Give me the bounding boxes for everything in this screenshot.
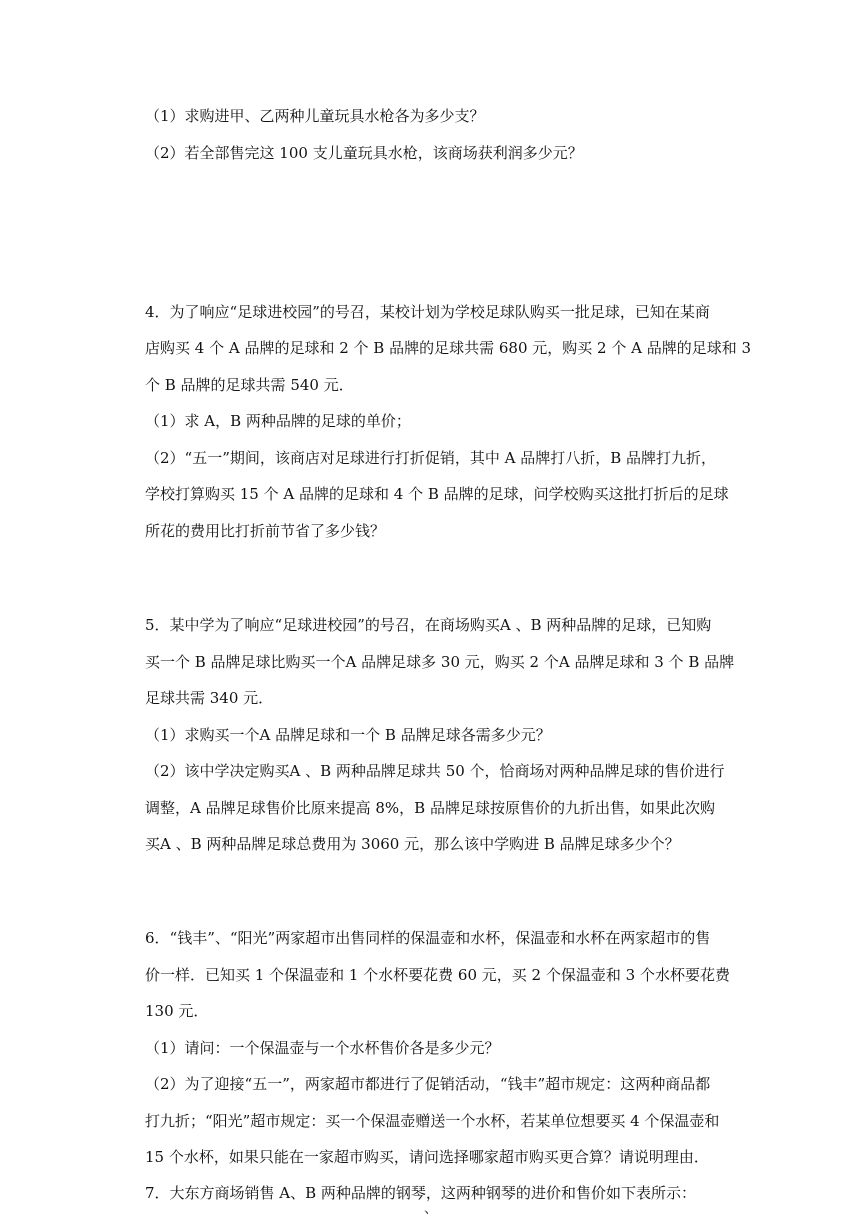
q6-line1: 6．“钱丰”、“阳光”两家超市出售同样的保温壶和水杯，保温壶和水杯在两家超市的售	[145, 929, 711, 947]
q4-part2-a: （2）“五一”期间，该商店对足球进行打折促销，其中 A 品牌打八折，B 品牌打九折，	[145, 449, 717, 467]
q6-part2-a: （2）为了迎接“五一”，两家超市都进行了促销活动，“钱丰”超市规定：这两种商品都	[145, 1075, 711, 1093]
q3-part1: （1）求购进甲、乙两种儿童玩具水枪各为多少支？	[145, 107, 485, 125]
q4-line2: 店购买 4 个 A 品牌的足球和 2 个 B 品牌的足球共需 680 元，购买 2 个 A 品牌的足球和 3	[145, 339, 752, 357]
q5-part2-c: 买A 、B 两种品牌足球总费用为 3060 元，那么该中学购进 B 品牌足球多少个？	[145, 835, 680, 853]
q4-part2-c: 所花的费用比打折前节省了多少钱？	[145, 522, 386, 540]
q5-line3: 足球共需 340 元．	[145, 689, 274, 707]
q4-line1: 4．为了响应“足球进校园”的号召，某校计划为学校足球队购买一批足球，已知在某商	[145, 303, 710, 321]
q6-part2-c: 15 个水杯，如果只能在一家超市购买，请问选择哪家超市购买更合算？请说明理由．	[145, 1148, 709, 1166]
q5-line1: 5．某中学为了响应“足球进校园”的号召，在商场购买A 、B 两种品牌的足球，已知购	[145, 616, 712, 634]
q3-part2: （2）若全部售完这 100 支儿童玩具水枪，该商场获利润多少元？	[145, 144, 583, 162]
q5-part2-b: 调整，A 品牌足球售价比原来提高 8%，B 品牌足球按原售价的九折出售，如果此次购	[145, 799, 715, 817]
q5-line2: 买一个 B 品牌足球比购买一个A 品牌足球多 30 元，购买 2 个A 品牌足球和 3 个 B 品牌	[145, 653, 735, 671]
q6-line2: 价一样．已知买 1 个保温壶和 1 个水杯要花费 60 元，买 2 个保温壶和 3 个水杯要花费	[145, 966, 730, 984]
q4-line3: 个 B 品牌的足球共需 540 元．	[145, 376, 354, 394]
q7-line1: 7．大东方商场销售 A、B 两种品牌的钢琴，这两种钢琴的进价和售价如下表所示：	[145, 1184, 696, 1202]
q6-line3: 130 元．	[145, 1002, 209, 1020]
q5-part2-a: （2）该中学决定购买A 、B 两种品牌足球共 50 个，恰商场对两种品牌足球的售价进行	[145, 762, 725, 780]
q6-part1: （1）请问：一个保温壶与一个水杯售价各是多少元？	[145, 1039, 500, 1057]
q4-part2-b: 学校打算购买 15 个 A 品牌的足球和 4 个 B 品牌的足球，问学校购买这批打折后的足球	[145, 485, 729, 503]
q5-part1: （1）求购买一个A 品牌足球和一个 B 品牌足球各需多少元？	[145, 726, 551, 744]
page-footer-mark: 、	[424, 1201, 438, 1217]
q6-part2-b: 打九折；“阳光”超市规定：买一个保温壶赠送一个水杯，若某单位想要买 4 个保温壶和	[145, 1112, 720, 1130]
q4-part1: （1）求 A，B 两种品牌的足球的单价；	[145, 412, 411, 430]
